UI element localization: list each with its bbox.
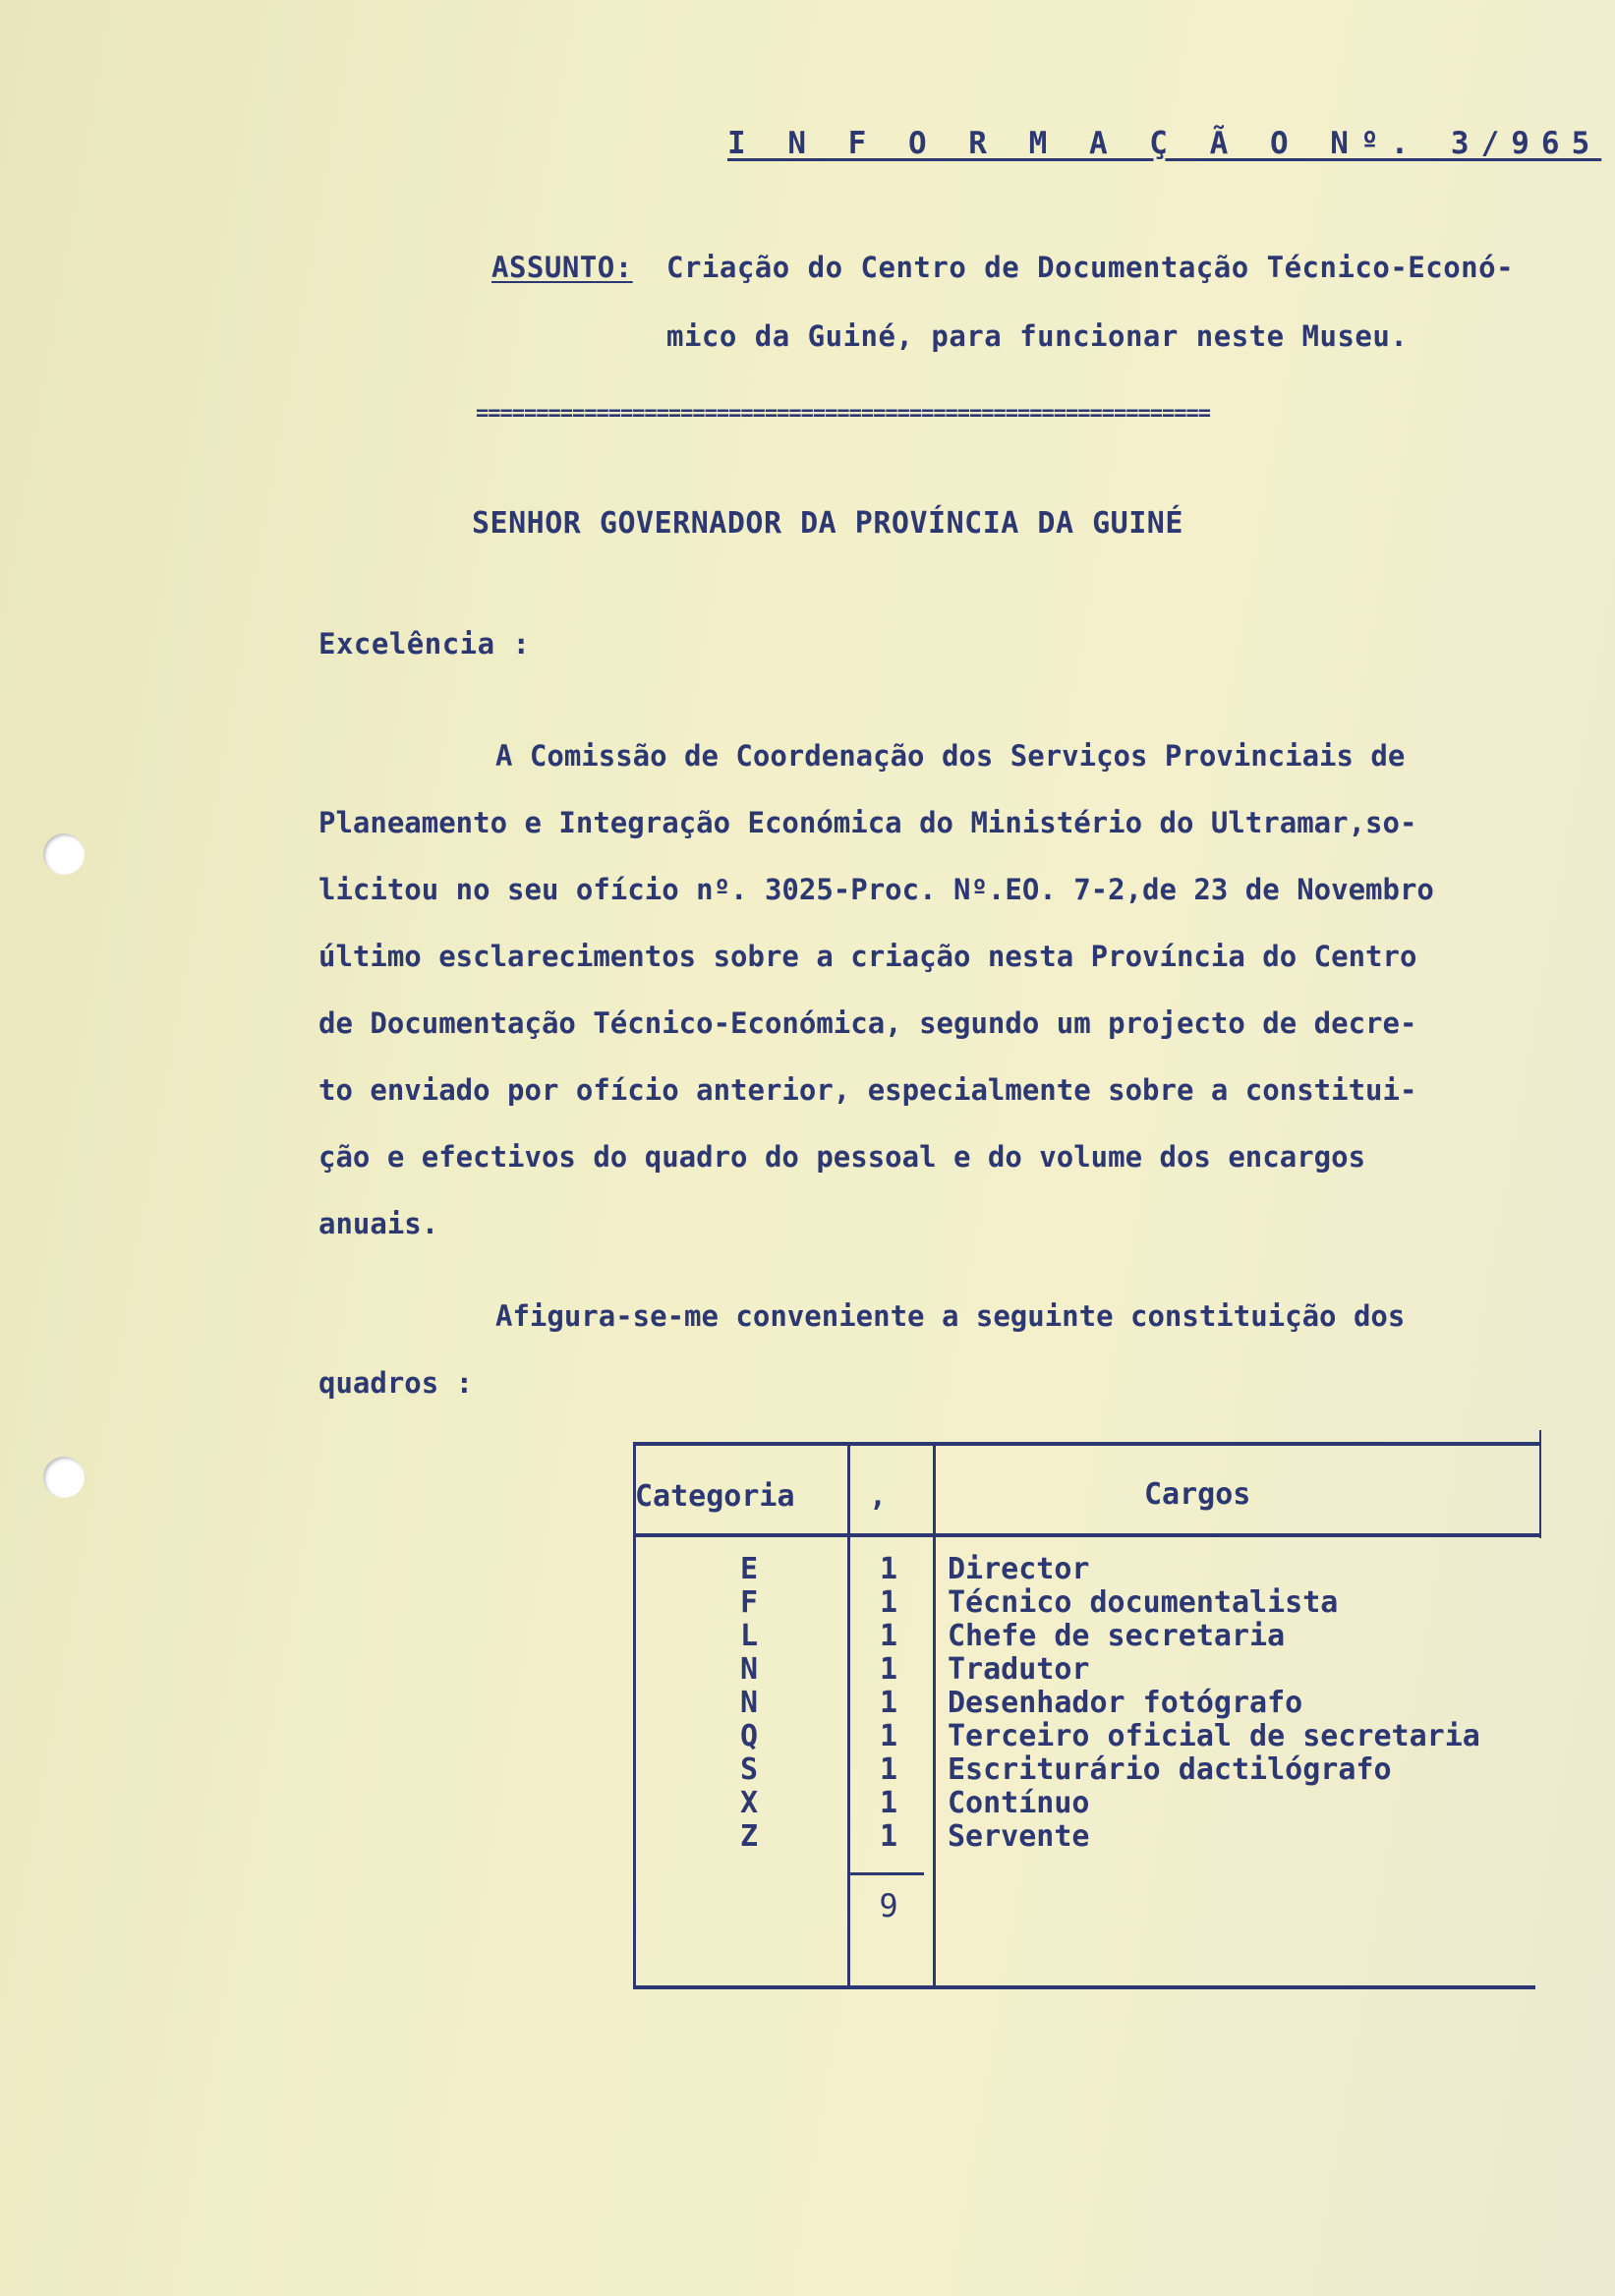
paragraph-1-line: ção e efectivos do quadro do pessoal e do volume dos encargos xyxy=(318,1140,1366,1174)
paragraph-2 xyxy=(318,1283,1567,1416)
paragraph-1 xyxy=(318,722,1567,1257)
table-cell-category: F xyxy=(739,1585,759,1620)
subject-text-line-2: mico da Guiné, para funcionar neste Museu. xyxy=(666,319,1409,353)
table-cell-category: N xyxy=(739,1686,759,1720)
table-cell-count: 1 xyxy=(879,1752,898,1787)
paragraph-1-line: A Comissão de Coordenação dos Serviços Provinciais de xyxy=(495,739,1406,773)
table-cell-category: Z xyxy=(739,1819,759,1854)
paragraph-1-line: de Documentação Técnico-Económica, segundo um projecto de decre- xyxy=(318,1006,1417,1040)
table-cell-count: 1 xyxy=(879,1819,898,1854)
punch-hole-lower xyxy=(43,1457,85,1498)
positions-column xyxy=(948,1553,1480,1854)
table-cell-count: 1 xyxy=(879,1585,898,1620)
table-cell-position: Escriturário dactilógrafo xyxy=(948,1752,1392,1787)
salutation: Excelência : xyxy=(318,627,531,660)
table-cell-position: Chefe de secretaria xyxy=(948,1619,1286,1653)
table-right-rule xyxy=(1539,1430,1541,1538)
punch-hole-upper xyxy=(43,833,85,875)
table-cell-count: 1 xyxy=(879,1652,898,1687)
paragraph-1-line: licitou no seu ofício nº. 3025-Proc. Nº.EO. 7-2,de 23 de Novembro xyxy=(318,873,1434,906)
paragraph-1-line: to enviado por ofício anterior, especialmente sobre a constitui- xyxy=(318,1073,1417,1107)
table-cell-count: 1 xyxy=(879,1619,898,1653)
paragraph-2-line: Afigura-se-me conveniente a seguinte constituição dos xyxy=(495,1299,1406,1333)
table-cell-position: Contínuo xyxy=(948,1786,1090,1820)
table-cell-count: 1 xyxy=(879,1719,898,1753)
addressee: SENHOR GOVERNADOR DA PROVÍNCIA DA GUINÉ xyxy=(472,506,1183,541)
subject-label: ASSUNTO: xyxy=(491,251,633,284)
paragraph-1-line: último esclarecimentos sobre a criação nesta Província do Centro xyxy=(318,940,1417,973)
table-cell-category: Q xyxy=(739,1719,759,1753)
total-rule xyxy=(849,1872,924,1875)
category-column xyxy=(633,1553,865,1854)
paragraph-1-line: Planeamento e Integração Económica do Ministério do Ultramar,so- xyxy=(318,806,1417,839)
paragraph-1-line: anuais. xyxy=(318,1207,439,1240)
table-col-rule-2 xyxy=(933,1442,936,1989)
table-cell-category: S xyxy=(739,1752,759,1787)
header-count: , xyxy=(869,1479,888,1514)
table-cell-position: Terceiro oficial de secretaria xyxy=(948,1719,1480,1753)
table-header-rule xyxy=(633,1533,1539,1537)
document-title: I N F O R M A Ç Ã O Nº. 3/965 xyxy=(727,126,1602,161)
table-total: 9 xyxy=(879,1887,898,1924)
table-cell-position: Tradutor xyxy=(948,1652,1090,1687)
table-cell-category: X xyxy=(739,1786,759,1820)
table-cell-position: Servente xyxy=(948,1819,1090,1854)
table-cell-position: Director xyxy=(948,1552,1090,1586)
table-cell-position: Técnico documentalista xyxy=(948,1585,1339,1620)
divider-line: ============================================================= xyxy=(476,401,1210,426)
subject-text-line-1: Criação do Centro de Documentação Técnico-Econó- xyxy=(666,251,1515,284)
table-top-rule xyxy=(633,1442,1539,1446)
paragraph-2-line: quadros : xyxy=(318,1366,474,1400)
table-cell-position: Desenhador fotógrafo xyxy=(948,1686,1303,1720)
count-column xyxy=(849,1553,928,1854)
header-positions: Cargos xyxy=(1144,1477,1251,1512)
header-category: Categoria xyxy=(635,1479,795,1514)
table-cell-count: 1 xyxy=(879,1686,898,1720)
table-cell-count: 1 xyxy=(879,1552,898,1586)
table-cell-category: L xyxy=(739,1619,759,1653)
table-cell-count: 1 xyxy=(879,1786,898,1820)
staff-table xyxy=(633,1440,1539,1990)
table-bottom-rule xyxy=(633,1985,1535,1989)
table-cell-category: N xyxy=(739,1652,759,1687)
table-cell-category: E xyxy=(739,1552,759,1586)
